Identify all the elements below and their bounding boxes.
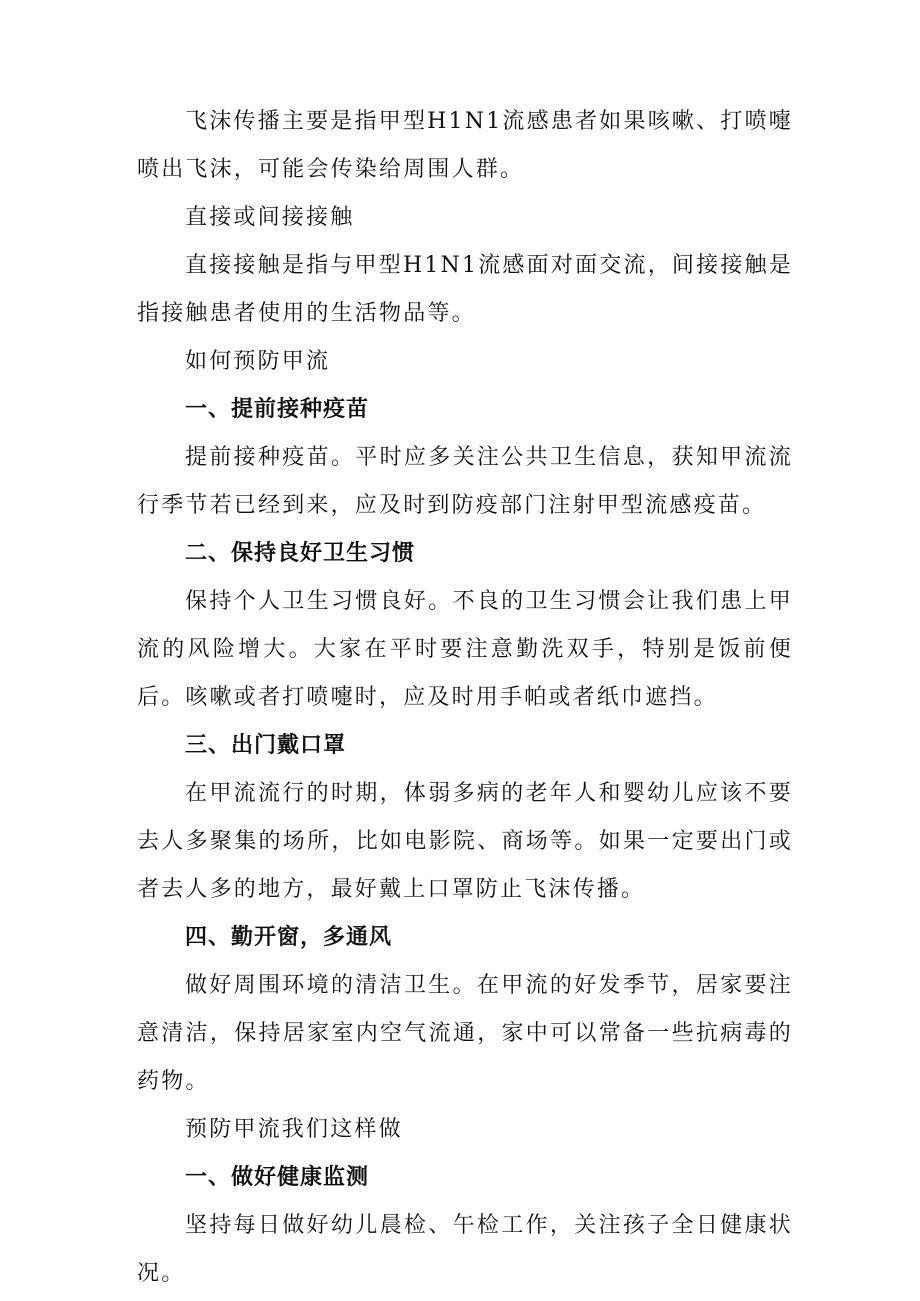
document-body (137, 98, 793, 1298)
heading-vaccination: 一、提前接种疫苗 (185, 397, 370, 422)
paragraph-droplet-transmission: 飞沫传播主要是指甲型H1N1流感患者如果咳嗽、打喷嚏喷出飞沫，可能会传染给周围人群。 (137, 109, 793, 182)
paragraph-our-measures-title: 预防甲流我们这样做 (185, 1117, 403, 1142)
heading-mask: 三、出门戴口罩 (185, 733, 347, 758)
heading-hygiene: 二、保持良好卫生习惯 (185, 541, 416, 566)
paragraph-ventilation: 做好周围环境的清洁卫生。在甲流的好发季节，居家要注意清洁，保持居家室内空气流通，家中可以常备一些抗病毒的药物。 (137, 973, 793, 1094)
paragraph-mask: 在甲流流行的时期，体弱多病的老年人和婴幼儿应该不要去人多聚集的场所，比如电影院、商场等。如果一定要出门或者去人多的地方，最好戴上口罩防止飞沫传播。 (137, 781, 793, 902)
heading-ventilation: 四、勤开窗，多通风 (185, 925, 393, 950)
paragraph-health-monitoring: 坚持每日做好幼儿晨检、午检工作，关注孩子全日健康状况。 (137, 1213, 793, 1286)
paragraph-contact-description: 直接接触是指与甲型H1N1流感面对面交流，间接接触是指接触患者使用的生活物品等。 (137, 253, 793, 326)
paragraph-hygiene: 保持个人卫生习惯良好。不良的卫生习惯会让我们患上甲流的风险增大。大家在平时要注意勤洗双手，特别是饭前便后。咳嗽或者打喷嚏时，应及时用手帕或者纸巾遮挡。 (137, 589, 793, 710)
paragraph-prevention-title: 如何预防甲流 (185, 349, 331, 374)
heading-health-monitoring: 一、做好健康监测 (185, 1165, 370, 1190)
paragraph-contact-title: 直接或间接接触 (185, 205, 355, 230)
paragraph-vaccination: 提前接种疫苗。平时应多关注公共卫生信息，获知甲流流行季节若已经到来，应及时到防疫部门注射甲型流感疫苗。 (137, 445, 793, 518)
